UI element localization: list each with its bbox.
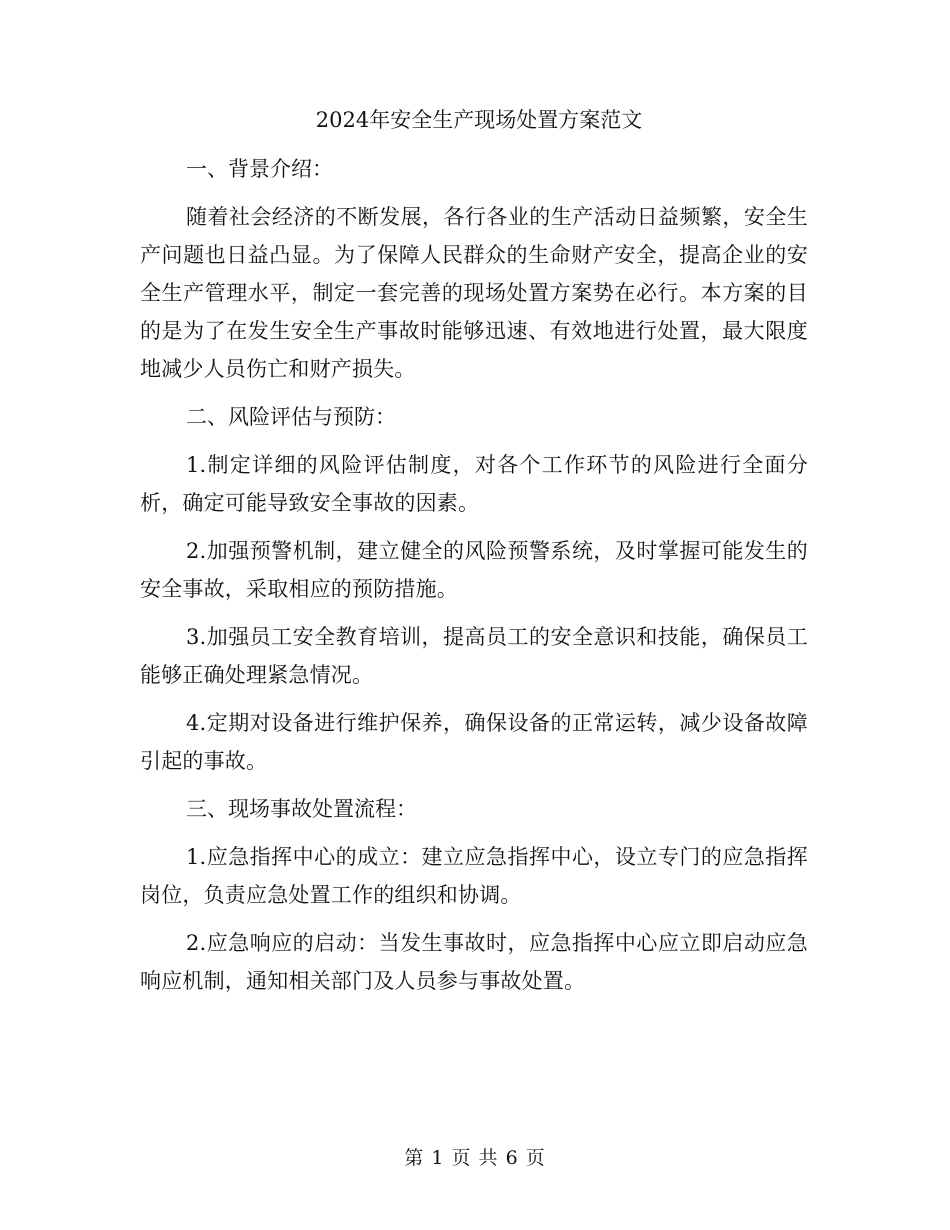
paragraph-risk-1: 1.制定详细的风险评估制度，对各个工作环节的风险进行全面分析，确定可能导致安全事故的因素。 [140, 453, 808, 515]
section-heading-process: 三、现场事故处置流程： [186, 797, 417, 821]
section-heading-risk: 二、风险评估与预防： [186, 405, 396, 429]
paragraph-background: 随着社会经济的不断发展，各行各业的生产活动日益频繁，安全生产问题也日益凸显。为了保障人民群众的生命财产安全，提高企业的安全生产管理水平，制定一套完善的现场处置方案势在必行。本方案的目的是为了在发生安全生产事故时能够迅速、有效地进行处置，最大限度地减少人员伤亡和财产损失。 [140, 205, 808, 381]
paragraph-process-1: 1.应急指挥中心的成立：建立应急指挥中心，设立专门的应急指挥岗位，负责应急处置工作的组织和协调。 [140, 845, 808, 907]
footer-suffix: 页 [525, 1147, 546, 1169]
paragraph-risk-4: 4.定期对设备进行维护保养，确保设备的正常运转，减少设备故障引起的事故。 [140, 711, 808, 773]
footer-total-pages: 6 [505, 1147, 519, 1169]
document-body [140, 104, 808, 1010]
paragraph-risk-3: 3.加强员工安全教育培训，提高员工的安全意识和技能，确保员工能够正确处理紧急情况。 [140, 625, 808, 687]
section-heading-background: 一、背景介绍： [186, 157, 333, 181]
paragraph-process-2: 2.应急响应的启动：当发生事故时，应急指挥中心应立即启动应急响应机制，通知相关部门及人员参与事故处置。 [140, 931, 808, 993]
footer-middle: 页 共 [451, 1147, 499, 1169]
paragraph-risk-2: 2.加强预警机制，建立健全的风险预警系统，及时掌握可能发生的安全事故，采取相应的预防措施。 [140, 539, 808, 601]
footer-prefix: 第 [404, 1147, 425, 1169]
document-title: 2024年安全生产现场处置方案范文 [315, 108, 643, 132]
page-footer [0, 1144, 950, 1172]
footer-current-page: 1 [431, 1147, 445, 1169]
